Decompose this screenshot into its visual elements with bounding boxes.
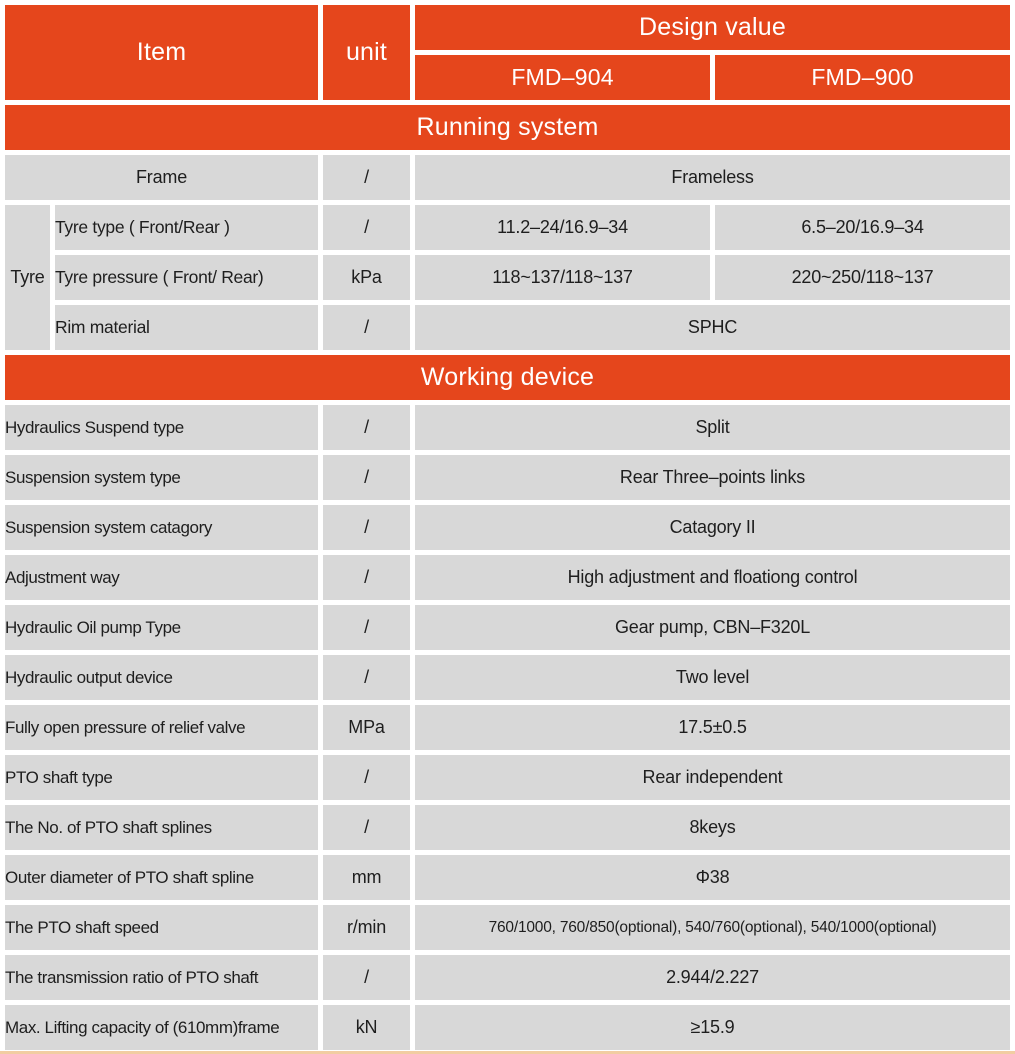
row-label-cell: Max. Lifting capacity of (610mm)frame [5,1005,318,1050]
tyre-pressure-row [5,255,1010,300]
row-unit-cell: / [323,455,410,500]
tyre-type-row [5,205,1010,250]
rim-unit-cell: / [323,305,410,350]
row-label-cell: The PTO shaft speed [5,905,318,950]
spec-row [5,955,1010,1000]
row-label-cell: Suspension system type [5,455,318,500]
spec-row [5,405,1010,450]
frame-unit-cell: / [323,155,410,200]
row-value-cell: Split [415,405,1010,450]
spec-row [5,455,1010,500]
row-label-cell: Hydraulic output device [5,655,318,700]
row-unit-cell: mm [323,855,410,900]
row-unit-cell: / [323,605,410,650]
row-value-cell: 760/1000, 760/850(optional), 540/760(optional), 540/1000(optional) [415,905,1010,950]
row-value-cell: Φ38 [415,855,1010,900]
spec-row [5,905,1010,950]
tyre-type-unit-cell: / [323,205,410,250]
row-value-cell: ≥15.9 [415,1005,1010,1050]
row-label-cell: The No. of PTO shaft splines [5,805,318,850]
frame-value-cell: Frameless [415,155,1010,200]
frame-row [5,155,1010,200]
row-label-cell: The transmission ratio of PTO shaft [5,955,318,1000]
row-unit-cell: / [323,555,410,600]
tyre-pressure-value-fmd904-cell: 118~137/118~137 [415,255,710,300]
section-row [5,355,1010,400]
row-unit-cell: kN [323,1005,410,1050]
row-unit-cell: / [323,755,410,800]
row-value-cell: Two level [415,655,1010,700]
row-label-cell: PTO shaft type [5,755,318,800]
spec-row [5,655,1010,700]
row-value-cell: 2.944/2.227 [415,955,1010,1000]
row-value-cell: 17.5±0.5 [415,705,1010,750]
tyre-type-label-cell: Tyre type ( Front/Rear ) [55,205,318,250]
spec-row [5,555,1010,600]
row-label-cell: Adjustment way [5,555,318,600]
rim-value-cell: SPHC [415,305,1010,350]
header-item: Item [5,5,318,100]
row-unit-cell: / [323,655,410,700]
rim-label-cell: Rim material [55,305,318,350]
row-value-cell: High adjustment and floationg control [415,555,1010,600]
row-value-cell: 8keys [415,805,1010,850]
section-header-running-system: Running system [5,105,1010,150]
row-label-cell: Fully open pressure of relief valve [5,705,318,750]
spec-row [5,1005,1010,1050]
tyre-type-value-fmd900-cell: 6.5–20/16.9–34 [715,205,1010,250]
spec-row [5,505,1010,550]
spec-row [5,705,1010,750]
row-value-cell: Rear independent [415,755,1010,800]
header-design-value: Design value [415,5,1010,50]
section-header-working-device: Working device [5,355,1010,400]
row-unit-cell: / [323,405,410,450]
row-value-cell: Catagory II [415,505,1010,550]
row-unit-cell: / [323,955,410,1000]
header-model-fmd904: FMD–904 [415,55,710,100]
row-value-cell: Gear pump, CBN–F320L [415,605,1010,650]
spec-row [5,855,1010,900]
row-unit-cell: r/min [323,905,410,950]
tyre-pressure-unit-cell: kPa [323,255,410,300]
row-unit-cell: / [323,505,410,550]
spec-row [5,605,1010,650]
header-model-fmd900: FMD–900 [715,55,1010,100]
tyre-group-label-cell: Tyre [5,205,50,350]
tyre-type-value-fmd904-cell: 11.2–24/16.9–34 [415,205,710,250]
spec-row [5,805,1010,850]
header-row-1 [5,5,1010,50]
section-row [5,105,1010,150]
row-value-cell: Rear Three–points links [415,455,1010,500]
frame-label-cell: Frame [5,155,318,200]
row-label-cell: Outer diameter of PTO shaft spline [5,855,318,900]
row-label-cell: Hydraulics Suspend type [5,405,318,450]
row-label-cell: Suspension system catagory [5,505,318,550]
row-unit-cell: / [323,805,410,850]
header-unit: unit [323,5,410,100]
rim-material-row [5,305,1010,350]
tyre-pressure-label-cell: Tyre pressure ( Front/ Rear) [55,255,318,300]
row-unit-cell: MPa [323,705,410,750]
spec-row [5,755,1010,800]
tyre-pressure-value-fmd900-cell: 220~250/118~137 [715,255,1010,300]
row-label-cell: Hydraulic Oil pump Type [5,605,318,650]
